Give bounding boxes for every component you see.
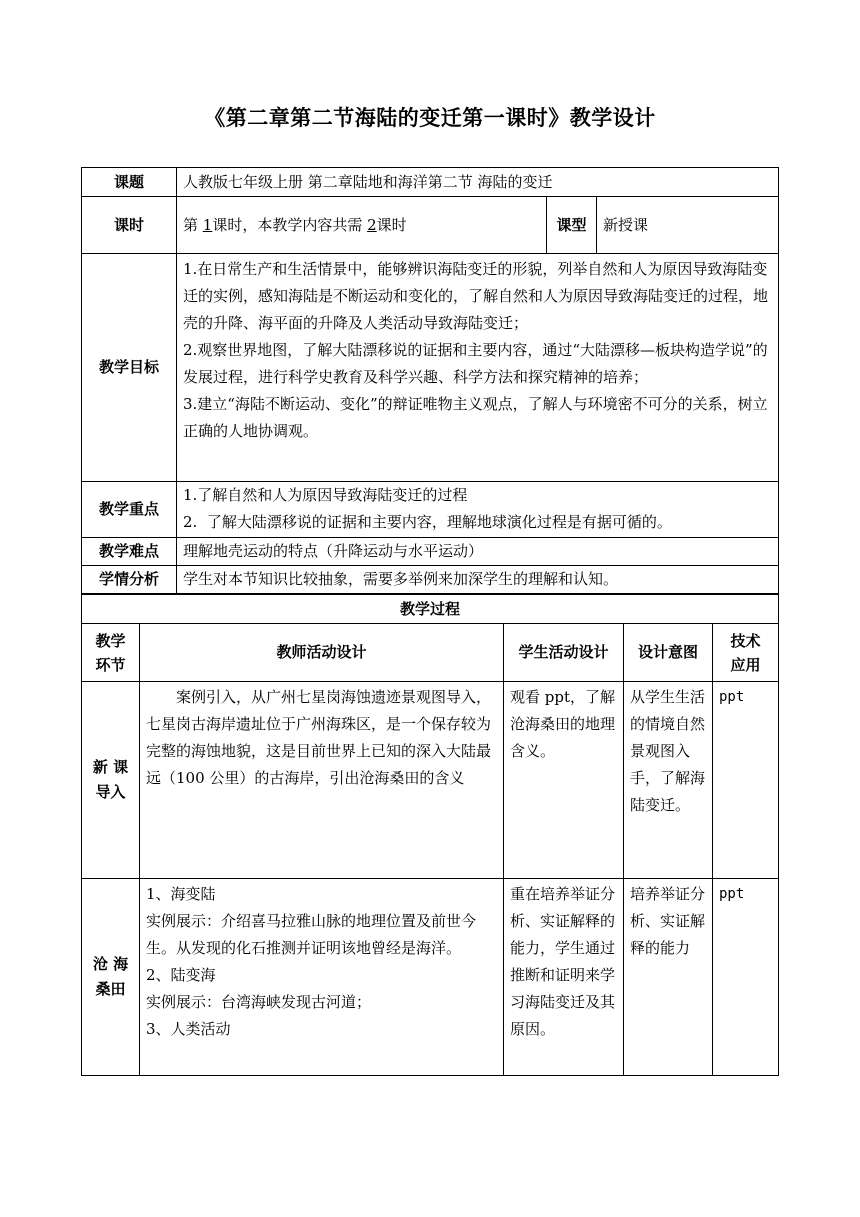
student-cell: 重在培养举证分析、实证解释的能力，学生通过推断和证明来学习海陆变迁及其原因。: [504, 879, 624, 1076]
type-label: 课型: [547, 197, 597, 254]
key-points: [177, 482, 779, 538]
table-row: [82, 682, 779, 879]
goal-item: 1.在日常生产和生活情景中，能够辨识海陆变迁的形貌，列举自然和人为原因导致海陆变迁的实例，感知海陆是不断运动和变化的，了解自然和人为原因导致海陆变迁的过程，地壳的升降、海平面的升降及人类活动导致海陆变迁；: [183, 260, 769, 332]
process-heading: 教学过程: [82, 595, 779, 624]
page-title: 《第二章第二节海陆的变迁第一课时》教学设计: [204, 105, 656, 130]
student-cell: 观看 ppt，了解沧海桑田的地理含义。: [504, 682, 624, 879]
col-student: 学生活动设计: [504, 624, 624, 682]
teacher-cell: 1、海变陆 实例展示：介绍喜马拉雅山脉的地理位置及前世今生。从发现的化石推测并证明该地曾经是海洋。 2、陆变海 实例展示：台湾海峡发现古河道； 3、人类活动: [140, 879, 504, 1076]
tech-cell: ppt: [713, 879, 779, 1076]
col-stage: 教学 环节: [82, 624, 140, 682]
period-total: 2: [367, 215, 377, 234]
analysis-value: 学生对本节知识比较抽象，需要多举例来加深学生的理解和认知。: [177, 566, 779, 594]
goal-item: 2.观察世界地图，了解大陆漂移说的证据和主要内容，通过“大陆漂移—板块构造学说”的发展过程，进行科学史教育及科学兴趣、科学方法和探究精神的培养；: [183, 341, 768, 386]
difficulty-value: 理解地壳运动的特点（升降运动与水平运动）: [177, 538, 779, 566]
period-label: 课时: [82, 197, 177, 254]
goals-list: [177, 254, 779, 482]
tech-cell: ppt: [713, 682, 779, 879]
goal-item: 3.建立“海陆不断运动、变化”的辩证唯物主义观点，了解人与环境密不可分的关系，树立正确的人地协调观。: [183, 395, 768, 440]
intent-cell: 从学生生活的情境自然景观图入手，了解海陆变迁。: [624, 682, 713, 879]
type-value: 新授课: [597, 197, 779, 254]
topic-value: 人教版七年级上册 第二章陆地和海洋第二节 海陆的变迁: [177, 168, 779, 197]
difficulty-label: 教学难点: [82, 538, 177, 566]
col-tech: 技术 应用: [713, 624, 779, 682]
topic-label: 课题: [82, 168, 177, 197]
teaching-process-table: [81, 594, 779, 1076]
key-point: 2. 了解大陆漂移说的证据和主要内容，理解地球演化过程是有据可循的。: [183, 513, 672, 531]
stage-cell: 新 课 导入: [82, 682, 140, 879]
key-point: 1.了解自然和人为原因导致海陆变迁的过程: [183, 486, 468, 504]
period-value: 第 1课时，本教学内容共需 2课时: [177, 197, 547, 254]
table-row: [82, 879, 779, 1076]
col-teacher: 教师活动设计: [140, 624, 504, 682]
col-intent: 设计意图: [624, 624, 713, 682]
stage-cell: 沧 海 桑田: [82, 879, 140, 1076]
teacher-cell: 案例引入，从广州七星岗海蚀遗迹景观图导入，七星岗古海岸遗址位于广州海珠区，是一个保存较为完整的海蚀地貌，这是目前世界上已知的深入大陆最远（100 公里）的古海岸，引出沧海桑田的含义: [140, 682, 504, 879]
lesson-info-table: [81, 167, 779, 594]
key-label: 教学重点: [82, 482, 177, 538]
analysis-label: 学情分析: [82, 566, 177, 594]
goals-label: 教学目标: [82, 254, 177, 482]
intent-cell: 培养举证分析、实证解释的能力: [624, 879, 713, 1076]
period-number: 1: [202, 215, 213, 234]
